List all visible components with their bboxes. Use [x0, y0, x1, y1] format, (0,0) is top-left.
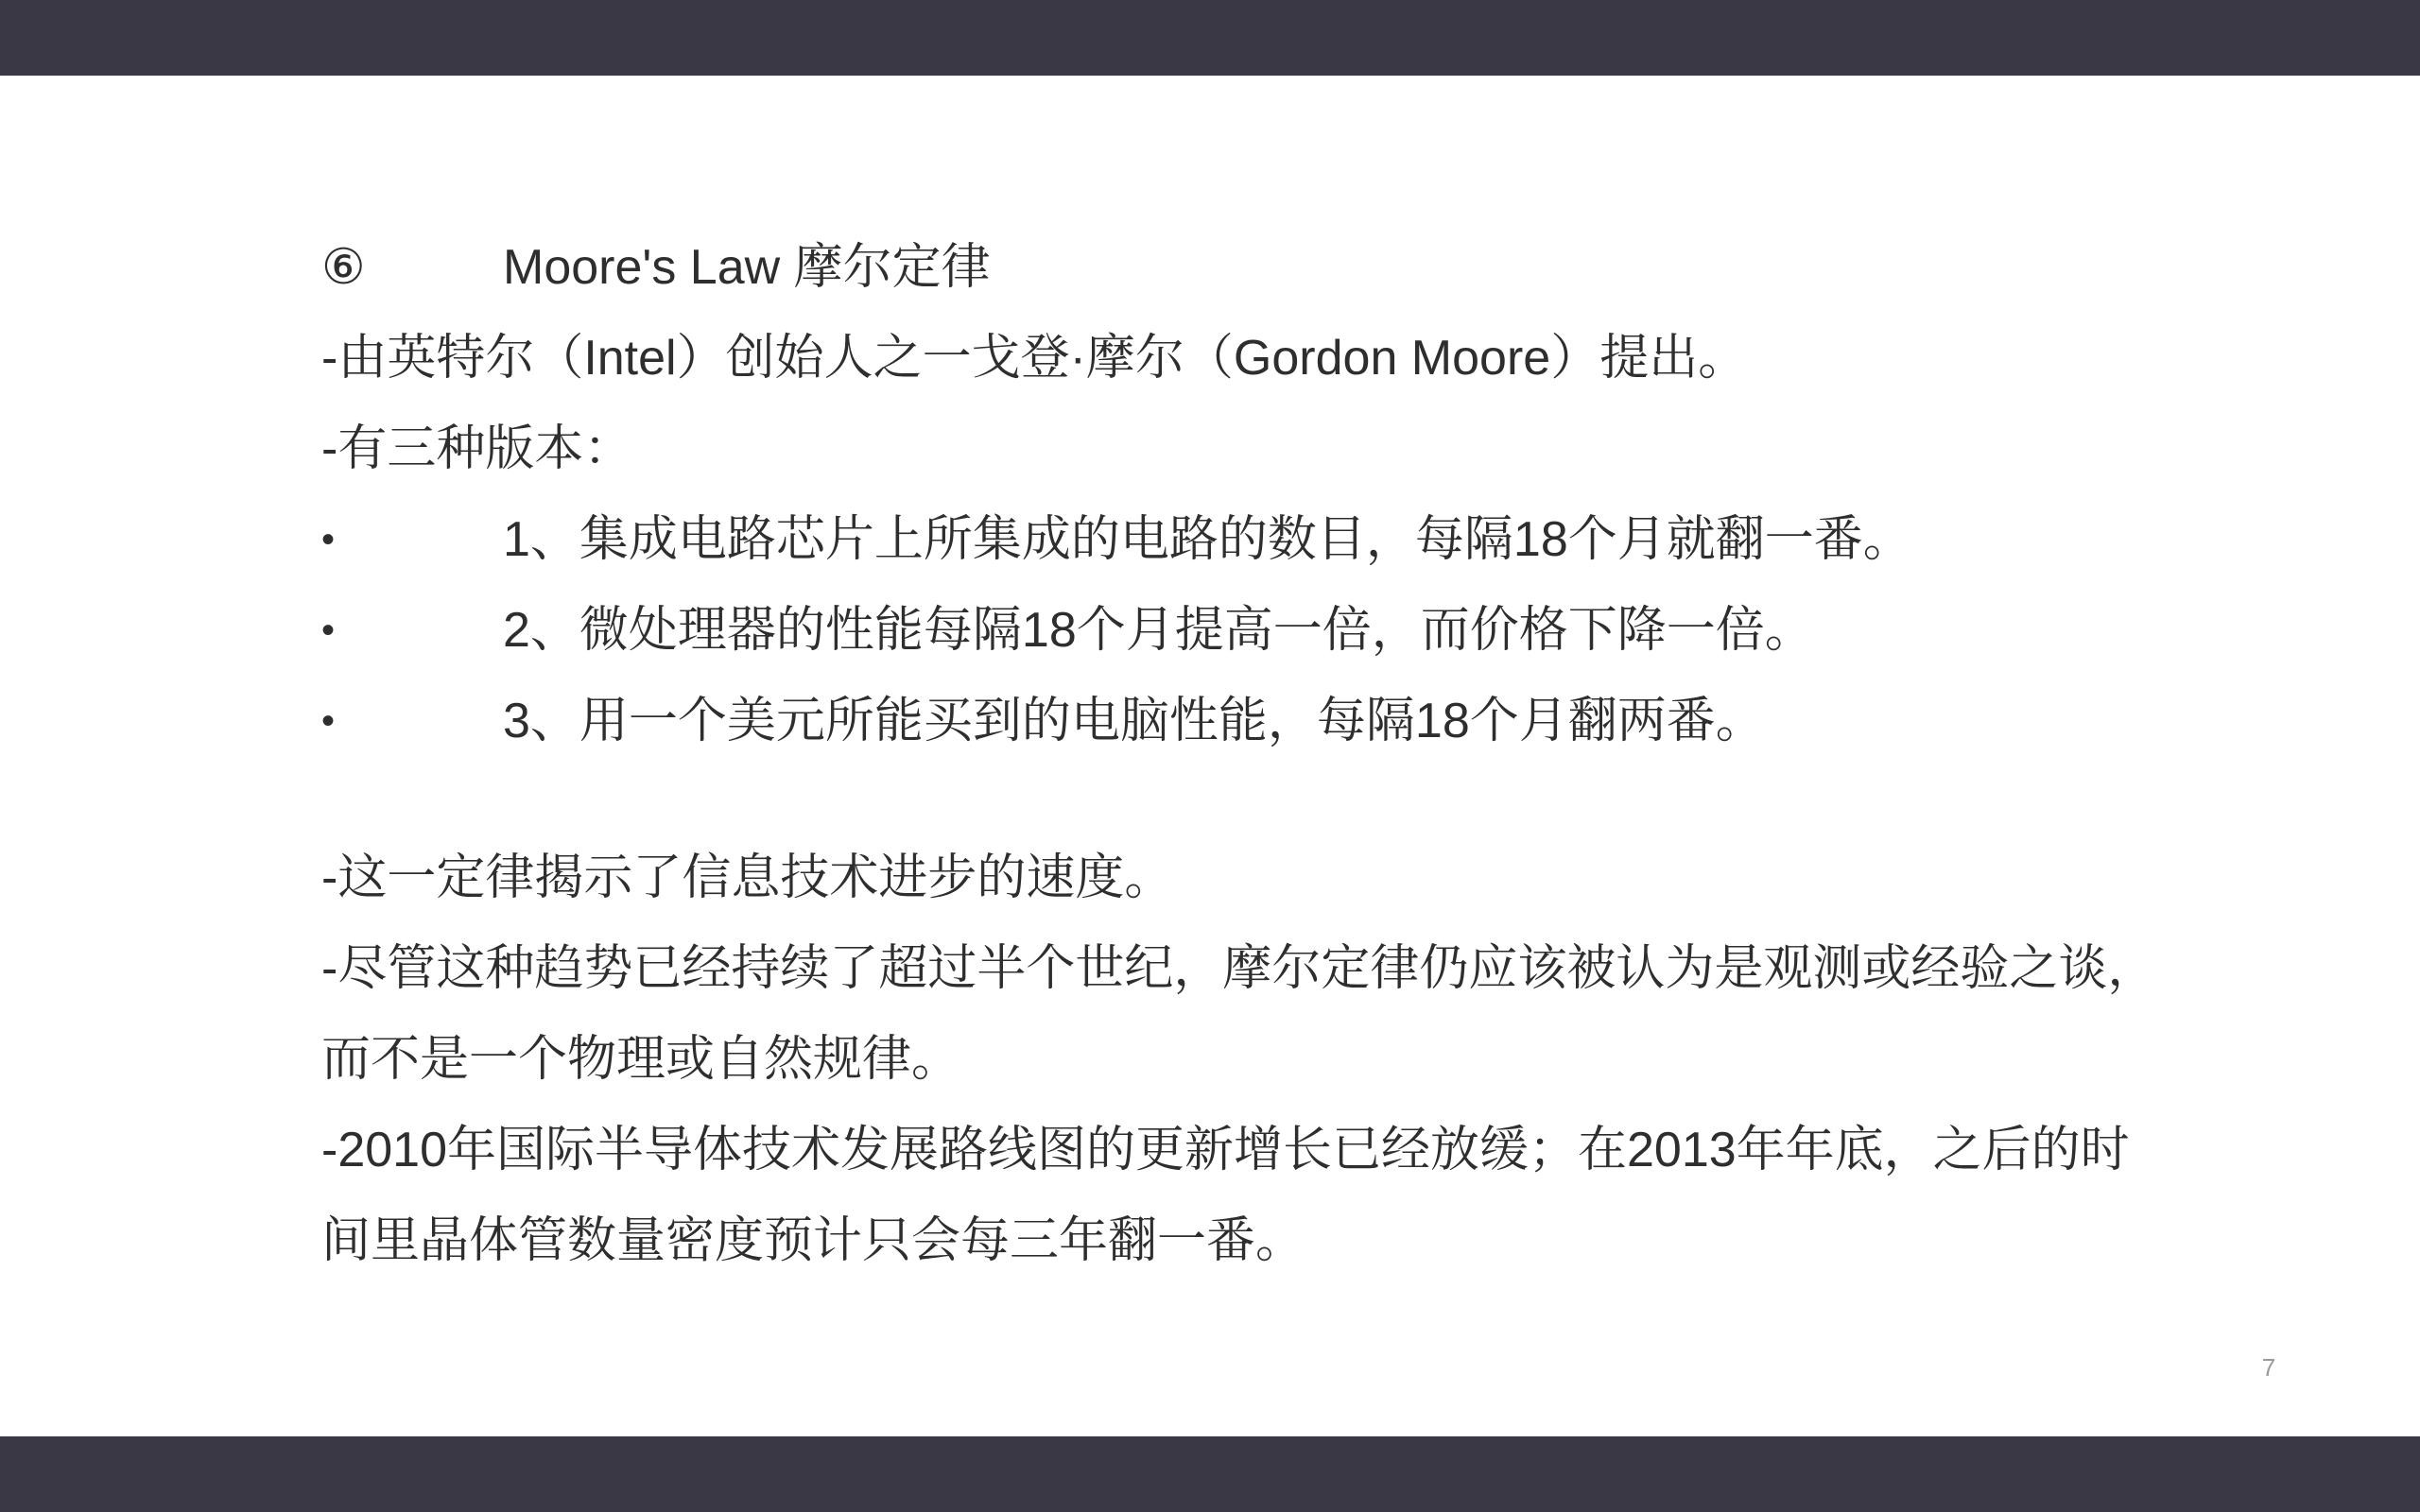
paragraph-line	[321, 1105, 2193, 1195]
intro-text: -由英特尔（Intel）创始人之一戈登·摩尔（Gordon Moore）提出。	[321, 331, 1748, 386]
slide-title: Moore's Law 摩尔定律	[503, 240, 991, 295]
bullet-icon: •	[321, 610, 336, 651]
paragraph-text: -这一定律揭示了信息技术进步的速度。	[321, 850, 1174, 905]
paragraph-text: -2010年国际半导体技术发展路线图的更新增长已经放缓；在2013年年底，之后的时	[321, 1123, 2130, 1177]
intro-line	[321, 313, 2193, 404]
paragraph-text: -尽管这种趋势已经持续了超过半个世纪，摩尔定律仍应该被认为是观测或经验之谈，	[321, 941, 2157, 996]
circled-number-marker: ⑥	[321, 240, 366, 295]
paragraph-spacer	[321, 766, 2193, 833]
heading-line	[321, 222, 2193, 313]
paragraph-line	[321, 1014, 2193, 1105]
version-item	[321, 585, 2193, 676]
bottom-frame-bar	[0, 1436, 2420, 1512]
bullet-icon: •	[321, 519, 336, 560]
intro-line	[321, 404, 2193, 494]
paragraph-text: 而不是一个物理或自然规律。	[321, 1032, 961, 1087]
version-text: 3、用一个美元所能买到的电脑性能，每隔18个月翻两番。	[503, 694, 1765, 748]
paragraph-line	[321, 1195, 2193, 1286]
paragraph-text: 间里晶体管数量密度预计只会每三年翻一番。	[321, 1213, 1305, 1268]
version-item	[321, 494, 2193, 585]
version-text: 1、集成电路芯片上所集成的电路的数目，每隔18个月就翻一番。	[503, 512, 1912, 567]
bullet-icon: •	[321, 700, 336, 742]
intro-text: -有三种版本：	[321, 421, 633, 476]
top-frame-bar	[0, 0, 2420, 76]
version-item	[321, 676, 2193, 766]
paragraph-line	[321, 923, 2193, 1014]
version-text: 2、微处理器的性能每隔18个月提高一倍，而价格下降一倍。	[503, 603, 1814, 658]
page-number: 7	[2261, 1353, 2276, 1382]
slide	[0, 76, 2420, 1436]
paragraph-line	[321, 833, 2193, 923]
slide-content	[321, 222, 2193, 1286]
